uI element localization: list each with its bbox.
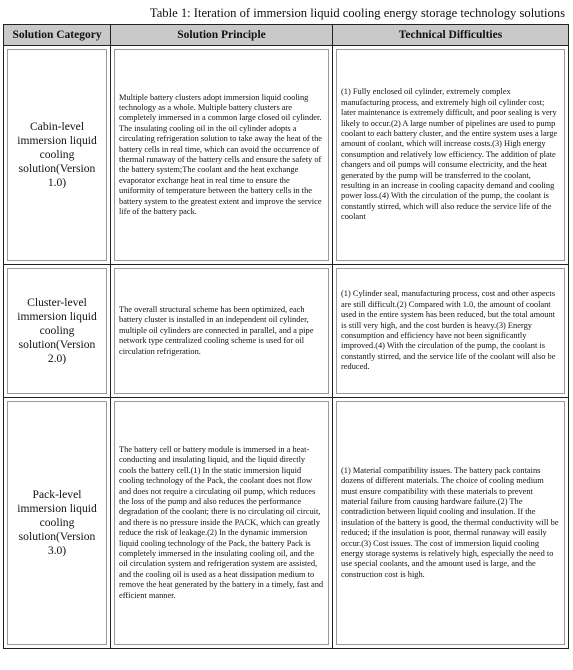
category-line: Cabin-level [29, 120, 85, 133]
table-header-row [4, 25, 569, 46]
category-line: cooling [39, 148, 75, 161]
difficulties-cell [333, 265, 569, 398]
category-line: solution(Version 1.0) [18, 162, 96, 189]
table-row [4, 265, 569, 398]
solutions-table [3, 24, 569, 649]
category-line: immersion liquid [17, 502, 97, 515]
principle-text: The battery cell or battery module is immersed in a heat-conducting and insulating liquid, and the liquid directly cools the battery cell.(1) In the static immersion liquid cooling technology of the Pack, the coolant does not flow and does not require a circulating oil pump, which reduces the loss of the pump and also reduces the performance degradation of the coolant; there is no circulating oil circuit, and there is no pressure inside the PACK, which can greatly reduce the risk of leakage.(2) In the dynamic immersion liquid cooling technology of the Pack, the battery Pack is completely immersed in the insulating cooling oil, and the oil circulation system and refrigeration system are assisted, and the cooling oil is used as a heat dissipation medium to remove the heat generated by the battery in a timely, fast and efficient manner. [119, 444, 324, 600]
header-solution-category: Solution Category [4, 25, 111, 46]
principle-cell [111, 46, 333, 265]
category-line: cooling [39, 324, 75, 337]
category-line: Cluster-level [27, 296, 87, 309]
table-row [4, 46, 569, 265]
category-line: cooling [39, 516, 75, 529]
category-line: immersion liquid [17, 134, 97, 147]
principle-text: Multiple battery clusters adopt immersion liquid cooling technology as a whole. Multiple battery clusters are completely immersed in a common large closed oil cylinder. The insulating cooling oil in the oil cylinder adopts a circulating refrigeration solution to take away the heat of the battery cells in real time, which can avoid the occurrence of thermal runaway of the battery cells and ensure the safety of the battery system;The coolant and the heat exchange evaporator exchange heat in real time to ensure the uniformity of temperature between the battery cells in the battery system to the greatest extent and improve the service life of the battery pack. [119, 92, 323, 217]
header-solution-principle: Solution Principle [111, 25, 333, 46]
category-line: solution(Version 2.0) [18, 338, 96, 365]
principle-text: The overall structural scheme has been optimized, each battery cluster is installed in an independent oil cylinder, multiple oil cylinders are connected in parallel, and a pipe network type centralized cooling scheme is used for oil circulation refrigeration. [119, 304, 314, 356]
category-text [11, 120, 103, 190]
difficulties-text: (1) Fully enclosed oil cylinder, extremely complex manufacturing process, and extremely high oil cylinder cost; later maintenance is extremely difficult, and poor sealing is very likely to occur.(2) A large number of pipelines are used to pump coolant to each battery cluster, and the entire system uses a large amount of coolant, which will increase costs.(3) High energy consumption and relatively low efficiency. The addition of plate changers and oil pumps will consume electricity, and the heat generated by the pump will be transferred to the coolant, resulting in an increase in cooling capacity demand and cooling power loss.(4) With the circulation of the pump, the coolant is constantly stirred, which will also reduce the service life of the coolant [341, 87, 558, 222]
category-line: immersion liquid [17, 310, 97, 323]
principle-cell [111, 398, 333, 649]
difficulties-cell [333, 398, 569, 649]
category-line: Pack-level [32, 488, 82, 501]
category-line: solution(Version 3.0) [18, 530, 96, 557]
category-cell [4, 265, 111, 398]
category-cell [4, 398, 111, 649]
difficulties-text: (1) Material compatibility issues. The battery pack contains dozens of different materials. The choice of cooling medium must ensure compatibility with these materials to prevent material failure from causing hardware failure.(2) The contradiction between liquid cooling and insulation. If the insulation of the battery is good, the thermal conductivity will be reduced; if the insulation is poor, thermal runaway will easily occur.(3) Cost issues. The cost of immersion liquid cooling energy storage systems is relatively high, especially the need to use special coolants, and the amount used is large, and the construction cost is high. [341, 465, 559, 579]
category-cell [4, 46, 111, 265]
header-technical-difficulties: Technical Difficulties [333, 25, 569, 46]
category-text [11, 296, 103, 366]
difficulties-text: (1) Cylinder seal, manufacturing process, cost and other aspects are still difficult.(2) Compared with 1.0, the amount of coolant used in the entire system has been reduced, but the total amount is still very high, and the cost burden is heavy.(3) Energy consumption and efficiency have not been significantly improved.(4) With the circulation of the pump, the coolant is constantly stirred, and the service life of the coolant will also be reduced. [341, 289, 556, 372]
table-caption: Table 1: Iteration of immersion liquid cooling energy storage technology solutions [149, 6, 565, 20]
principle-cell [111, 265, 333, 398]
table-row [4, 398, 569, 649]
category-text [11, 488, 103, 558]
difficulties-cell [333, 46, 569, 265]
